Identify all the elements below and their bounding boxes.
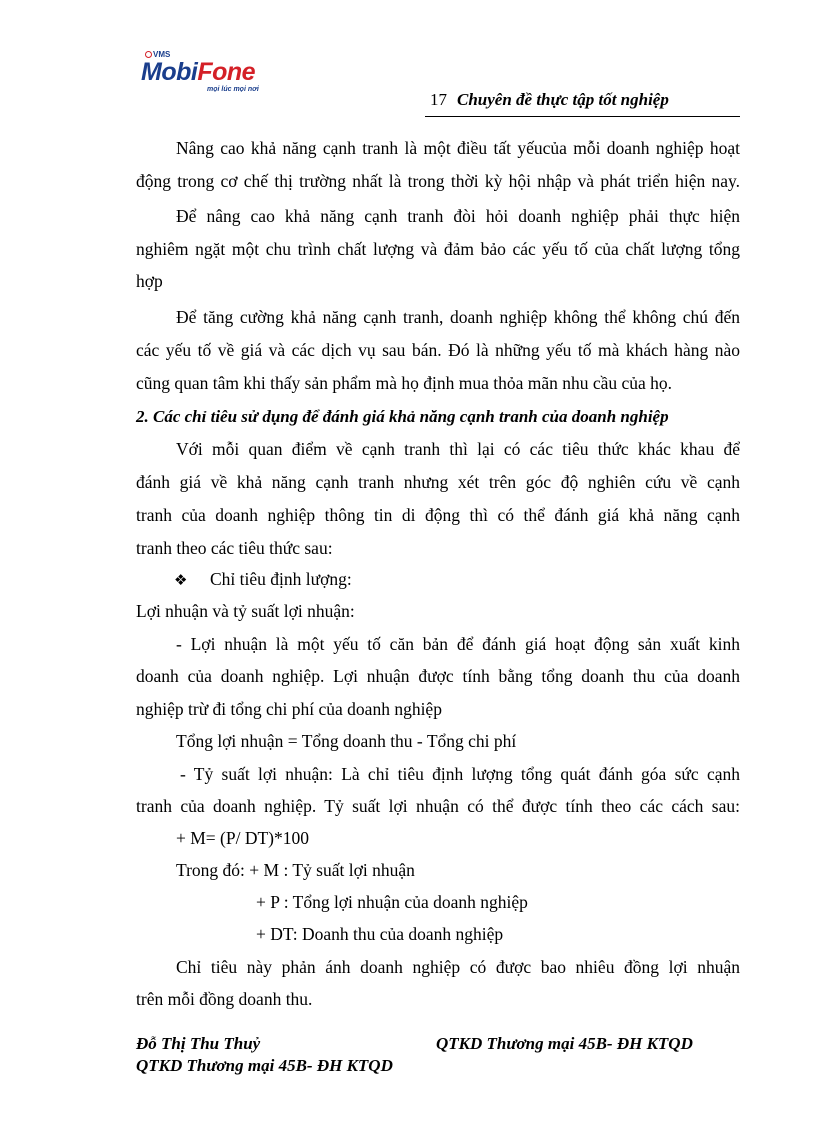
formula-line: + M= (P/ DT)*100 <box>176 828 310 848</box>
bullet-item <box>174 568 352 591</box>
page-header <box>430 90 669 110</box>
paragraph-line: cũng quan tâm khi thấy sản phẩm mà họ định mua thỏa mãn nhu cầu của họ. <box>136 373 673 393</box>
footer-class-left: QTKD Thương mại 45B- ĐH KTQD <box>136 1056 393 1075</box>
paragraph-line: Để nâng cao khả năng cạnh tranh đòi hỏi doanh nghiệp phải thực hiện <box>176 206 740 226</box>
bullet-text: Chỉ tiêu định lượng: <box>210 569 352 589</box>
footer-class-right: QTKD Thương mại 45B- ĐH KTQD <box>436 1034 693 1053</box>
header-rule <box>425 116 740 117</box>
brand-tagline: mọi lúc mọi nơi <box>207 86 259 93</box>
bullet-diamond-icon: ❖ <box>174 571 188 589</box>
paragraph-line: Để tăng cường khả năng cạnh tranh, doanh nghiệp không thể không chú đến <box>176 307 740 327</box>
page-number: 17 <box>430 90 447 109</box>
definition-line: + DT: Doanh thu của doanh nghiệp <box>256 924 504 944</box>
definition-line: + P : Tổng lợi nhuận của doanh nghiệp <box>256 892 528 912</box>
vms-circle-icon <box>145 51 152 58</box>
paragraph-line: tranh của doanh nghiệp. Tỷ suất lợi nhuận có thể được tính theo các cách sau: <box>136 796 740 816</box>
brand-fone: Fone <box>197 58 256 86</box>
paragraph-line: Chỉ tiêu này phản ánh doanh nghiệp có được bao nhiêu đồng lợi nhuận <box>176 957 740 977</box>
paragraph-line: nghiệp trừ đi tổng chi phí của doanh nghiệp <box>136 699 442 719</box>
paragraph-line: tranh theo các tiêu thức sau: <box>136 538 333 558</box>
header-title: Chuyên đề thực tập tốt nghiệp <box>457 90 669 109</box>
paragraph-line: hợp <box>136 271 163 291</box>
paragraph-line: doanh của doanh nghiệp. Lợi nhuận được tính bằng tổng doanh thu của doanh <box>136 666 740 686</box>
section-heading: 2. Các chỉ tiêu sử dụng để đánh giá khả năng cạnh tranh của doanh nghiệp <box>136 407 669 426</box>
paragraph-line: - Lợi nhuận là một yếu tố căn bản để đánh giá hoạt động sản xuất kinh <box>176 634 740 654</box>
paragraph-line: - Tỷ suất lợi nhuận: Là chỉ tiêu định lượng tổng quát đánh góa sức cạnh <box>180 764 740 784</box>
paragraph-line: đánh giá về khả năng cạnh tranh nhưng xét trên góc độ nghiên cứu về cạnh <box>136 472 740 492</box>
paragraph-line: Với mỗi quan điểm về cạnh tranh thì lại có các tiêu thức khác khau để <box>176 439 740 459</box>
paragraph-line: động trong cơ chế thị trường nhất là trong thời kỳ hội nhập và phát triển hiện nay. <box>136 171 740 191</box>
formula-line: Tổng lợi nhuận = Tổng doanh thu - Tổng chi phí <box>176 731 517 751</box>
paragraph-line: tranh của doanh nghiệp thông tin di động thì có thể đánh giá khả năng cạnh <box>136 505 740 525</box>
paragraph-line: trên mỗi đồng doanh thu. <box>136 989 313 1009</box>
brand-mobi: Mobi <box>141 58 198 86</box>
mobifone-logo <box>141 50 281 100</box>
footer-author: Đỗ Thị Thu Thuỷ <box>136 1034 261 1053</box>
definition-line: Trong đó: + M : Tỷ suất lợi nhuận <box>176 860 415 880</box>
paragraph-line: nghiêm ngặt một chu trình chất lượng và đảm bảo các yếu tố của chất lượng tổng <box>136 239 740 259</box>
brand-name <box>141 58 255 87</box>
paragraph-line: Nâng cao khả năng cạnh tranh là một điều tất yếucủa mỗi doanh nghiệp hoạt <box>176 138 740 158</box>
paragraph-line: Lợi nhuận và tỷ suất lợi nhuận: <box>136 601 355 621</box>
vms-text: VMS <box>153 50 171 59</box>
paragraph-line: các yếu tố về giá và các dịch vụ sau bán. Đó là những yếu tố mà khách hàng nào <box>136 340 740 360</box>
